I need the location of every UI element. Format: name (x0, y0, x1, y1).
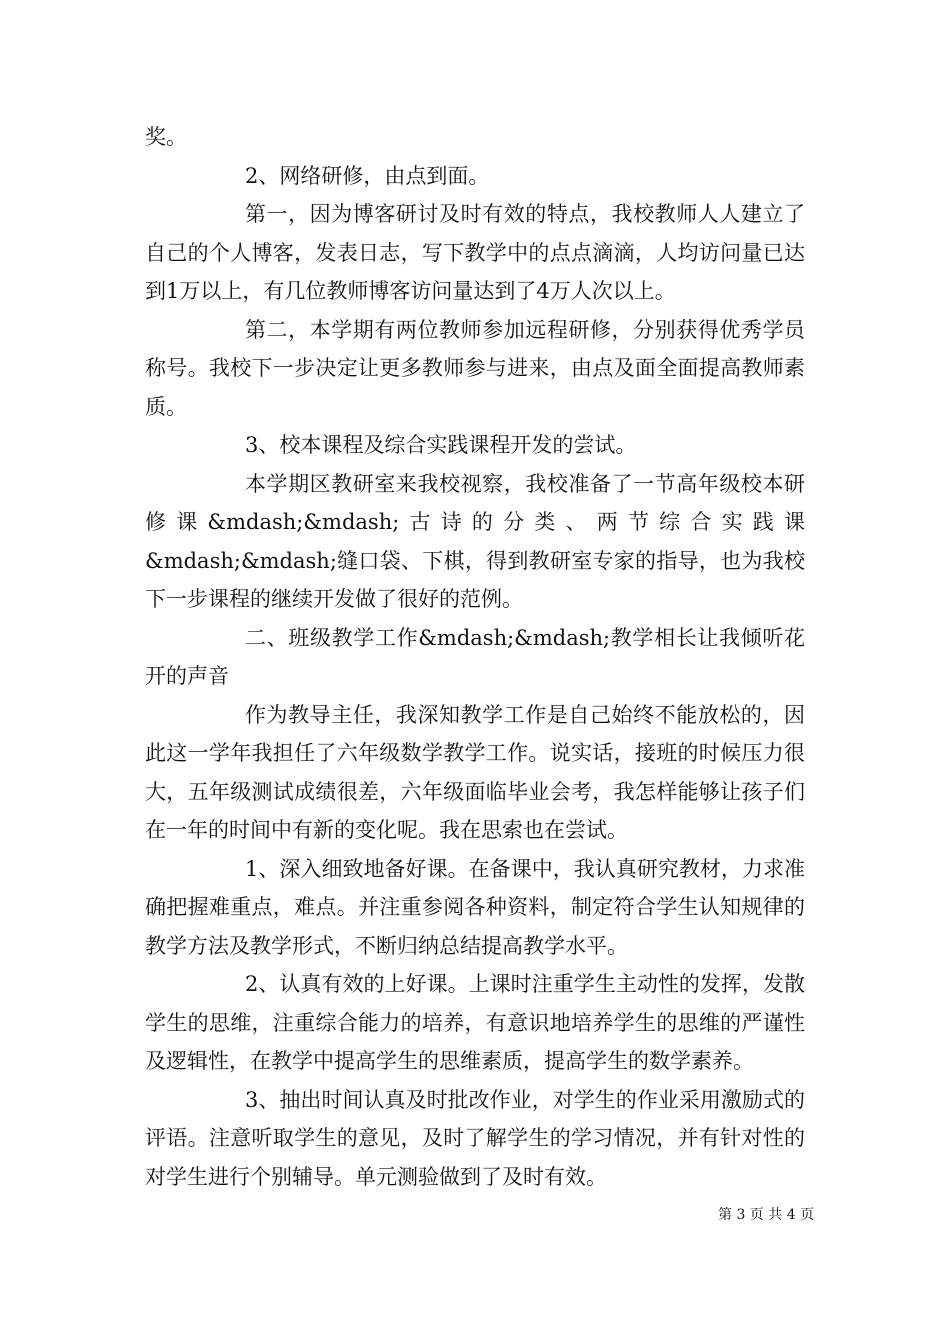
section-heading-network-training: 2、网络研修，由点到面。 (245, 163, 490, 188)
section-heading-school-curriculum: 3、校本课程及综合实践课程开发的尝试。 (245, 433, 637, 457)
paragraph-teaching-director: 作为教导主任，我深知教学工作是自己始终不能放松的，因此这一学年我担任了六年级数学教学工作。说实话，接班的时候压力很大，五年级测试成绩很差，六年级面临毕业会考，我怎样能够让孩子们在一年的时间中有新的变化呢。我在思索也在尝试。 (145, 702, 805, 842)
document-body (145, 118, 805, 1196)
paragraph-inspection: 本学期区教研室来我校视察，我校准备了一节高年级校本研修课&mdash;&mdash;古诗的分类、两节综合实践课&mdash;&mdash;缝口袋、下棋，得到教研室专家的指导，也为我校下一步课程的继续开发做了很好的范例。 (145, 471, 805, 611)
paragraph-effective-class: 2、认真有效的上好课。上课时注重学生主动性的发挥，发散学生的思维，注重综合能力的培养，有意识地培养学生的思维的严谨性及逻辑性，在教学中提高学生的思维素质，提高学生的数学素养。 (145, 972, 805, 1073)
section-heading-class-teaching: 二、班级教学工作&mdash;&mdash;教学相长让我倾听花开的声音 (145, 625, 805, 688)
paragraph-blog-research: 第一，因为博客研讨及时有效的特点，我校教师人人建立了自己的个人博客，发表日志，写下教学中的点点滴滴，人均访问量已达到1万以上，有几位教师博客访问量达到了4万人次以上。 (145, 202, 805, 303)
paragraph-remote-training: 第二，本学期有两位教师参加远程研修，分别获得优秀学员称号。我校下一步决定让更多教师参与进来，由点及面全面提高教师素质。 (145, 317, 805, 419)
paragraph-homework-correction: 3、抽出时间认真及时批改作业，对学生的作业采用激励式的评语。注意听取学生的意见，及时了解学生的学习情况，并有针对性的对学生进行个别辅导。单元测验做到了及时有效。 (145, 1087, 805, 1189)
paragraph-continuation: 奖。 (145, 125, 187, 149)
paragraph-lesson-preparation: 1、深入细致地备好课。在备课中，我认真研究教材，力求准确把握难重点，难点。并注重参阅各种资料，制定符合学生认知规律的教学方法及教学形式，不断归纳总结提高教学水平。 (145, 856, 805, 958)
page-number-footer: 第 3 页 共 4 页 (718, 1207, 815, 1223)
